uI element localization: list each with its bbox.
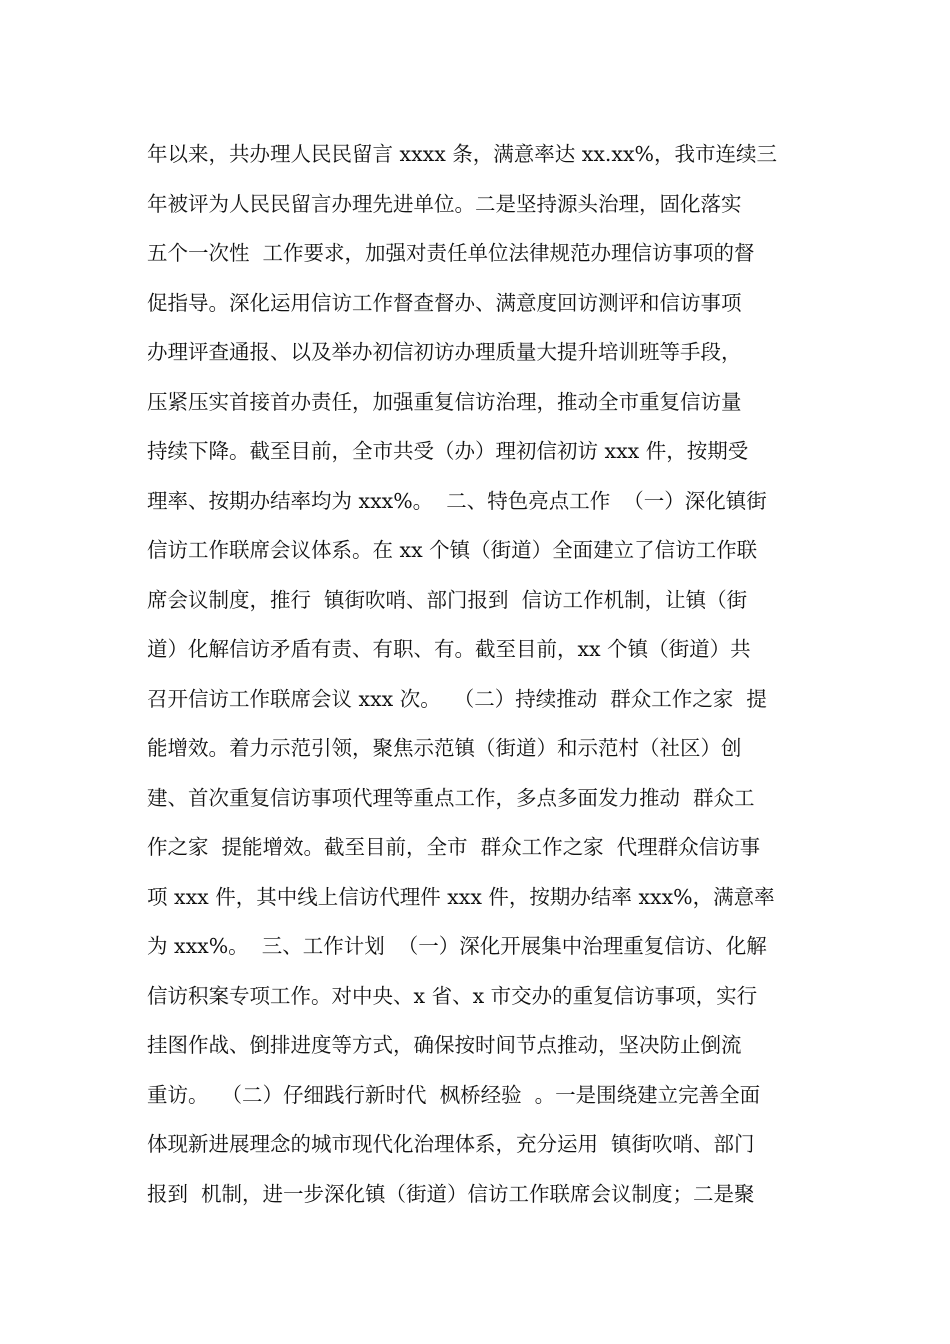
text-line: 促指导。深化运用信访工作督查督办、满意度回访测评和信访事项 (147, 290, 742, 315)
text-line: 作之家 提能增效。截至目前，全市 群众工作之家 代理群众信访事 (147, 835, 761, 859)
text-line: 项 xxx 件，其中线上信访代理件 xxx 件，按期办结率 xxx%，满意率 (147, 884, 775, 909)
text-line: 信访工作联席会议体系。在 xx 个镇（街道）全面建立了信访工作联 (147, 538, 758, 562)
text-line: 五个一次性 工作要求，加强对责任单位法律规范办理信访事项的督 (147, 241, 755, 265)
text-line: 持续下降。截至目前，全市共受（办）理初信初访 xxx 件，按期受 (147, 439, 749, 463)
text-line: 召开信访工作联席会议 xxx 次。 （二）持续推动 群众工作之家 提 (147, 686, 767, 711)
text-line: 办理评查通报、以及举办初信初访办理质量大提升培训班等手段， (147, 340, 742, 364)
text-line: 重访。 （二）仔细践行新时代 枫桥经验 。一是围绕建立完善全面 (147, 1082, 761, 1107)
text-line: 挂图作战、倒排进度等方式，确保按时间节点推动，坚决防止倒流 (147, 1033, 742, 1057)
text-line: 压紧压实首接首办责任，加强重复信访治理，推动全市重复信访量 (147, 389, 742, 414)
text-line: 席会议制度，推行 镇街吹哨、部门报到 信访工作机制，让镇（街 (147, 587, 748, 612)
text-line: 建、首次重复信访事项代理等重点工作，多点多面发力推动 群众工 (147, 785, 755, 810)
text-line: 能增效。着力示范引领，聚焦示范镇（街道）和示范村（社区）创 (147, 736, 742, 760)
text-line: 年被评为人民民留言办理先进单位。二是坚持源头治理，固化落实 (147, 191, 742, 216)
body-text (147, 130, 807, 1219)
text-line: 道）化解信访矛盾有责、有职、有。截至目前，xx 个镇（街道）共 (147, 637, 751, 661)
text-line: 信访积案专项工作。对中央、x 省、x 市交办的重复信访事项，实行 (147, 983, 758, 1008)
text-line: 为 xxx%。 三、工作计划 （一）深化开展集中治理重复信访、化解 (147, 934, 767, 958)
text-line: 年以来，共办理人民民留言 xxxx 条，满意率达 xx.xx%，我市连续三 (147, 142, 778, 166)
text-line: 理率、按期办结率均为 xxx%。 二、特色亮点工作 （一）深化镇街 (147, 488, 767, 513)
text-line: 报到 机制，进一步深化镇（街道）信访工作联席会议制度；二是聚 (147, 1181, 755, 1206)
text-line: 体现新进展理念的城市现代化治理体系，充分运用 镇街吹哨、部门 (147, 1132, 755, 1156)
